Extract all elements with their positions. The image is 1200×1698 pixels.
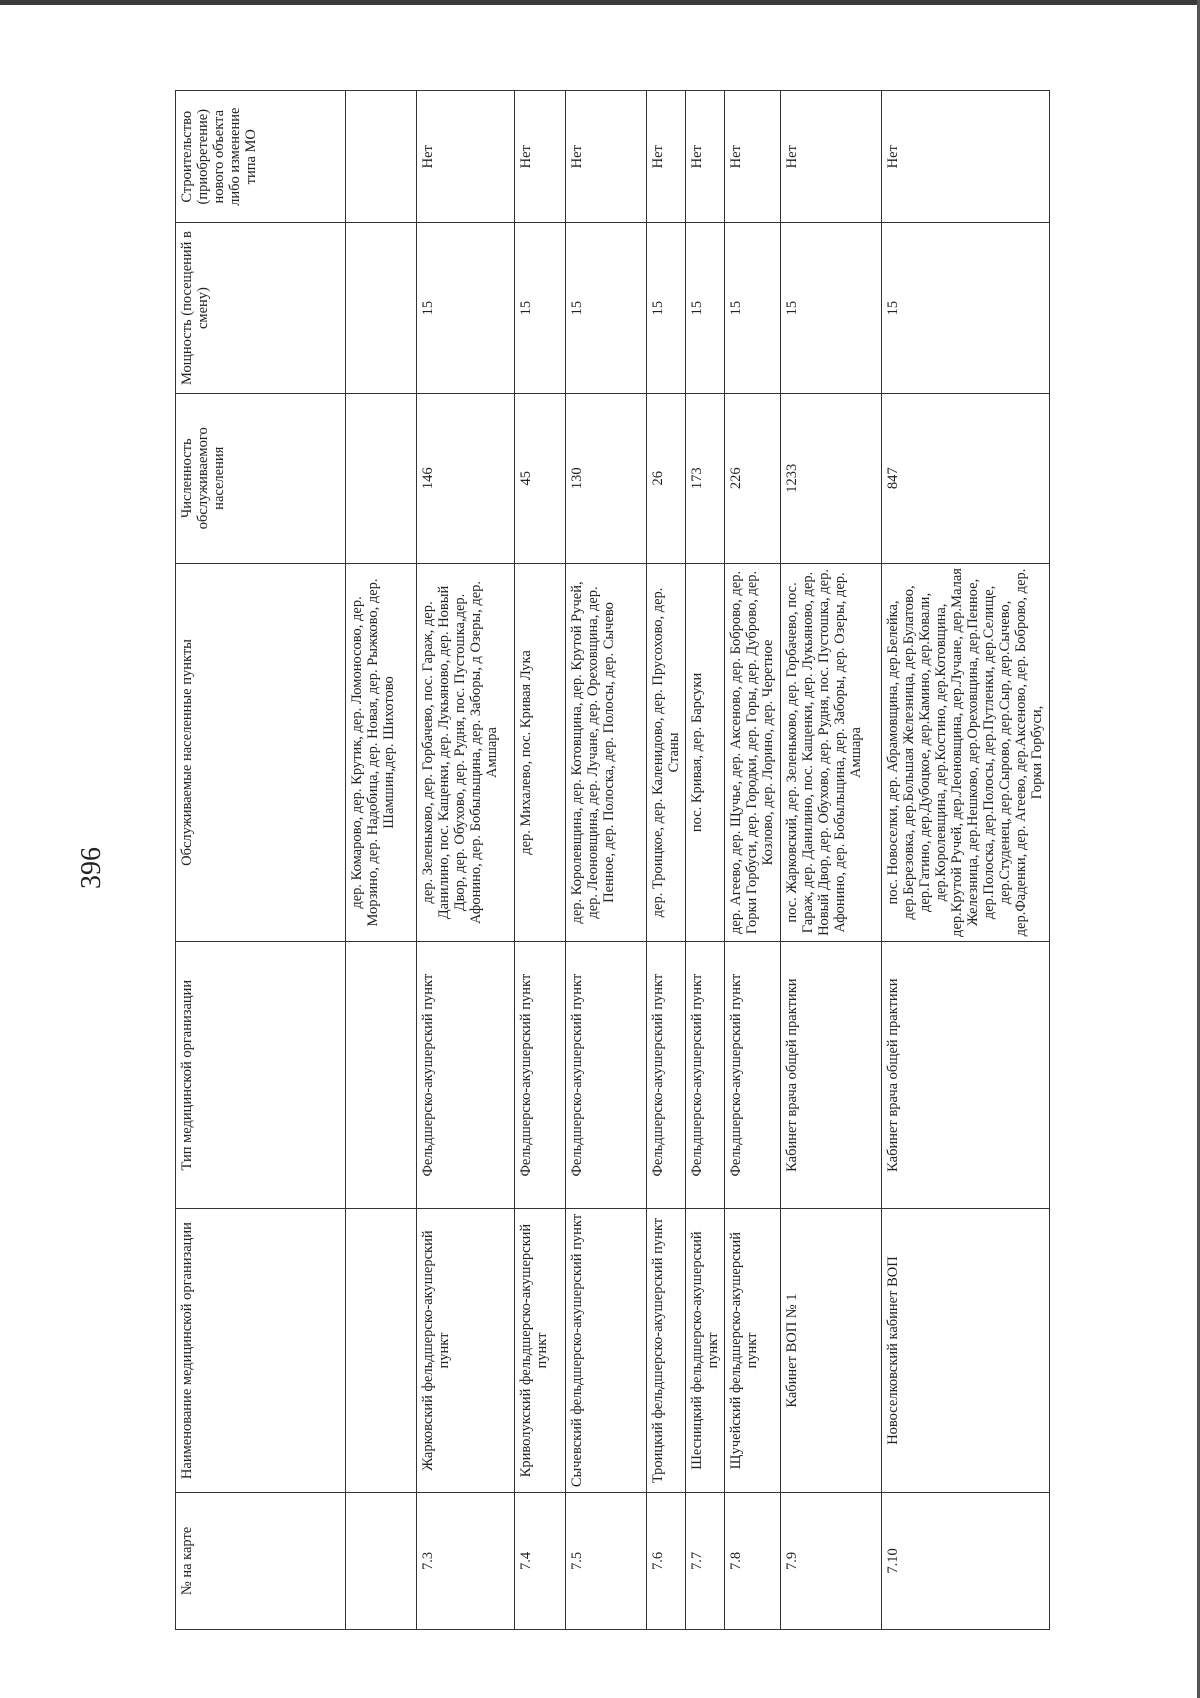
row-settlements: дер. Троицкое, дер. Каленидово, дер. Прусохово, дер. Станы — [646, 563, 685, 941]
row-population: 847 — [881, 393, 1049, 563]
row-capacity: 15 — [416, 223, 515, 393]
row-capacity: 15 — [565, 223, 646, 393]
page-number: 396 — [76, 847, 107, 889]
row-population: 45 — [515, 393, 565, 563]
table-row — [646, 91, 685, 1630]
row-capacity — [346, 223, 417, 393]
row-settlements: пос. Жарковский, дер. Зеленьково, дер. Горбачево, пос. Гараж, дер. Данилино, пос. Кащенки, дер. Лукьяново, дер. Новый Двор, дер. Обухово, дер. Рудня, пос. Пустошка, дер. Афонино, дер. Бобыльщина, дер. Заборы, дер. Озеры, дер. Амшара — [780, 563, 881, 941]
row-capacity: 15 — [685, 223, 724, 393]
row-population: 173 — [685, 393, 724, 563]
row-construction: Нет — [881, 91, 1049, 223]
row-name: Сычевский фельдшерско-акушерский пункт — [565, 1209, 646, 1493]
row-capacity: 15 — [646, 223, 685, 393]
col-header-population: Численность обслуживаемого населения — [176, 393, 346, 563]
row-num — [346, 1492, 417, 1629]
row-num: 7.5 — [565, 1492, 646, 1629]
scan-edge — [0, 0, 1200, 5]
row-capacity: 15 — [515, 223, 565, 393]
row-name: Кабинет ВОП № 1 — [780, 1209, 881, 1493]
row-settlements: пос. Кривая, дер. Барсуки — [685, 563, 724, 941]
col-header-name: Наименование медицинской организации — [176, 1209, 346, 1493]
table-row — [881, 91, 1049, 1630]
row-construction: Нет — [646, 91, 685, 223]
row-construction: Нет — [565, 91, 646, 223]
table-row — [515, 91, 565, 1630]
row-settlements: дер. Королевщина, дер. Котовщина, дер. Крутой Ручей, дер. Леоновщина, дер. Лучане, дер. Ореховщина, дер. Пенное, дер. Полоска, дер. Полосы, дер. Сычево — [565, 563, 646, 941]
row-settlements: дер. Агеево, дер. Щучье, дер. Аксеново, дер. Боброво, дер. Горки Горбуси, дер. Городки, дер. Горы, дер. Дуброво, дер. Козлово, дер. Лорино, дер. Черетное — [725, 563, 780, 941]
row-capacity: 15 — [780, 223, 881, 393]
table-row — [416, 91, 515, 1630]
row-name: Жарковский фельдшерско-акушерский пункт — [416, 1209, 515, 1493]
row-num: 7.6 — [646, 1492, 685, 1629]
row-settlements: дер. Зеленьково, дер. Горбачево, пос. Гараж, дер. Данилино, пос. Кащенки, дер. Лукьяново, дер. Новый Двор, дер. Обухово, дер. Рудня, пос. Пустошка,дер. Афонино, дер. Бобыльщина, дер. Заборы, д Озеры, дер. Амшара — [416, 563, 515, 941]
row-settlements: дер. Комарово, дер. Крутик, дер. Ломоносово, дер. Морзино, дер. Надобица, дер. Новая, дер. Рыжково, дер. Шамшин,дер. Шихотово — [346, 563, 417, 941]
row-name: Троицкий фельдшерско-акушерский пункт — [646, 1209, 685, 1493]
col-header-settlements: Обслуживаемые населенные пункты — [176, 563, 346, 941]
row-capacity: 15 — [725, 223, 780, 393]
row-population: 226 — [725, 393, 780, 563]
row-capacity: 15 — [881, 223, 1049, 393]
row-type: Фельдшерско-акушерский пункт — [725, 942, 780, 1209]
col-header-num: № на карте — [176, 1492, 346, 1629]
row-name: Криволукский фельдшерско-акушерский пункт — [515, 1209, 565, 1493]
row-settlements: дер. Михалево, пос. Кривая Лука — [515, 563, 565, 941]
table-container — [175, 90, 1050, 1630]
row-name: Щучейский фельдшерско-акушерский пункт — [725, 1209, 780, 1493]
table-row — [685, 91, 724, 1630]
row-population: 26 — [646, 393, 685, 563]
row-construction: Нет — [416, 91, 515, 223]
row-construction: Нет — [780, 91, 881, 223]
row-num: 7.8 — [725, 1492, 780, 1629]
row-population: 1233 — [780, 393, 881, 563]
row-type: Кабинет врача общей практики — [881, 942, 1049, 1209]
row-num: 7.7 — [685, 1492, 724, 1629]
row-population — [346, 393, 417, 563]
row-name: Новоселковский кабинет ВОП — [881, 1209, 1049, 1493]
row-type — [346, 942, 417, 1209]
row-name — [346, 1209, 417, 1493]
row-type: Фельдшерско-акушерский пункт — [515, 942, 565, 1209]
table-row — [565, 91, 646, 1630]
col-header-capacity: Мощность (посещений в смену) — [176, 223, 346, 393]
row-type: Фельдшерско-акушерский пункт — [416, 942, 515, 1209]
row-settlements: пос. Новоселки, дер. Абрамовщина, дер.Белейка, дер.Березовка, дер.Большая Железница, дер.Булатово, дер.Гатино, дер.Дубоцкое, дер.Камино, дер.Ковали, дер.Королевщина, дер.Костино, дер.Котовщина, дер.Крутой Ручей, дер.Леоновщина, дер.Лучане, дер.Малая Железница, дер.Нешково, дер.Ореховщина, дер.Пенное, дер.Полоска, дер.Полосы, дер.Путленки, дер.Селище, дер.Студенец, дер.Сырово, дер.Сыр, дер.Сычево, дер.Фаденки, дер. Агеево, дер.Аксеново, дер. Боброво, дер. Горки Горбуси, — [881, 563, 1049, 941]
row-type: Фельдшерско-акушерский пункт — [646, 942, 685, 1209]
row-num: 7.4 — [515, 1492, 565, 1629]
row-num: 7.9 — [780, 1492, 881, 1629]
table-header-row — [176, 91, 346, 1630]
row-population: 130 — [565, 393, 646, 563]
col-header-construction: Строительство (приобретение) нового объекта либо изменение типа МО — [176, 91, 346, 223]
table-row — [725, 91, 780, 1630]
row-population: 146 — [416, 393, 515, 563]
row-construction: Нет — [515, 91, 565, 223]
facilities-table — [175, 90, 1050, 1630]
table-row — [780, 91, 881, 1630]
row-name: Шесницкий фельдшерско-акушерский пункт — [685, 1209, 724, 1493]
table-row — [346, 91, 417, 1630]
row-construction: Нет — [685, 91, 724, 223]
row-construction — [346, 91, 417, 223]
row-construction: Нет — [725, 91, 780, 223]
row-num: 7.3 — [416, 1492, 515, 1629]
row-type: Кабинет врача общей практики — [780, 942, 881, 1209]
col-header-type: Тип медицинской организации — [176, 942, 346, 1209]
row-num: 7.10 — [881, 1492, 1049, 1629]
row-type: Фельдшерско-акушерский пункт — [565, 942, 646, 1209]
row-type: Фельдшерско-акушерский пункт — [685, 942, 724, 1209]
